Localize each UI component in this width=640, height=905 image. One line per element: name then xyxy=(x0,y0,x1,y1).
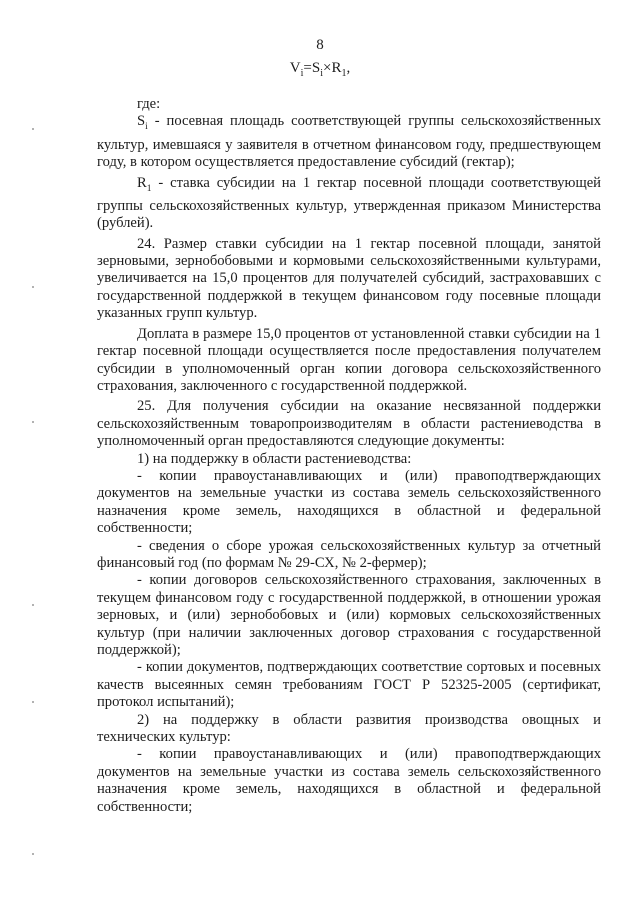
margin-mark xyxy=(32,701,34,703)
margin-mark xyxy=(32,604,34,606)
margin-mark xyxy=(32,286,34,288)
formula-lhs: V xyxy=(289,60,301,76)
formula-times: × xyxy=(322,60,332,76)
si-definition-text: - посевная площадь соответствующей группы сельскохозяйственных культур, имевшаяся у заявителя в отчетном финансовом году, предшествующем году, в котором осуществляется предоставление субсидий (гектар); xyxy=(97,113,601,171)
subsidy-formula xyxy=(0,60,640,79)
r1-definition xyxy=(97,175,601,233)
si-symbol: S xyxy=(137,113,146,130)
list-item-2: 2) на поддержку в области развития производства овощных и технических культур: xyxy=(97,711,601,746)
list-item-1: 1) на поддержку в области растениеводства: xyxy=(137,450,412,467)
formula-rate: R xyxy=(331,60,342,76)
formula-rate-subscript: 1 xyxy=(341,68,347,79)
r1-definition-text: - ставка субсидии на 1 гектар посевной площади соответствующей группы сельскохозяйственных культур, утвержденная приказом Министерства (рублей). xyxy=(97,174,601,232)
paragraph-surcharge: Доплата в размере 15,0 процентов от установленной ставки субсидии на 1 гектар посевной площади осуществляется после предоставления получателем субсидии в уполномоченный орган копии договора сельскохозяйственного страхования, заключенного с государственной поддержкой. xyxy=(97,325,601,394)
margin-mark xyxy=(32,128,34,130)
formula-area-subscript: i xyxy=(320,68,323,79)
list-item-1-harvest-report: - сведения о сборе урожая сельскохозяйственных культур за отчетный финансовый год (по формам № 29-СХ, № 2-фермер); xyxy=(97,537,601,571)
paragraph-25: 25. Для получения субсидии на оказание несвязанной поддержки сельскохозяйственным товаропроизводителям в области растениеводства в уполномоченный орган предоставляются следующие документы: xyxy=(97,398,601,450)
formula-lhs-subscript: i xyxy=(300,68,304,79)
formula-area: S xyxy=(311,60,321,76)
margin-mark xyxy=(32,853,34,855)
r1-symbol: R xyxy=(137,174,147,191)
page-number: 8 xyxy=(316,37,324,53)
list-item-2-land-documents: - копии правоустанавливающих и (или) правоподтверждающих документов на земельные участки из состава земель сельскохозяйственного назначения кроме земель, находящихся в областной и федеральной собственности; xyxy=(97,746,601,815)
formula-comma: , xyxy=(346,60,351,76)
list-item-1-seed-quality: - копии документов, подтверждающих соответствие сортовых и посевных качеств высеянных семян требованиям ГОСТ Р 52325-2005 (сертификат, протокол испытаний); xyxy=(97,659,601,711)
formula-equals: = xyxy=(303,60,312,76)
list-item-1-land-documents: - копии правоустанавливающих и (или) правоподтверждающих документов на земельные участки из состава земель сельскохозяйственного назначения кроме земель, находящихся в областной и федеральной собственности; xyxy=(97,467,601,537)
paragraph-24: 24. Размер ставки субсидии на 1 гектар посевной площади, занятой зерновыми, зернобобовыми и кормовыми сельскохозяйственными культурами, увеличивается на 15,0 процентов для получателей субсидий, застраховавших с государственной поддержкой в текущем финансовом году посевные площади указанных групп культур. xyxy=(97,235,601,322)
document-body xyxy=(97,96,601,816)
si-definition xyxy=(97,113,601,171)
where-label: где: xyxy=(137,96,161,112)
list-item-1-insurance-contracts: - копии договоров сельскохозяйственного страхования, заключенных в текущем финансовом году с государственной поддержкой, в отношении урожая зерновых, и (или) зернобобовых и (или) кормовых сельскохозяйственных культур (при наличии заключенных договор страхования с государственной поддержкой); xyxy=(97,572,601,658)
margin-mark xyxy=(32,421,34,423)
si-subscript: i xyxy=(145,122,148,133)
r1-subscript: 1 xyxy=(146,183,152,194)
